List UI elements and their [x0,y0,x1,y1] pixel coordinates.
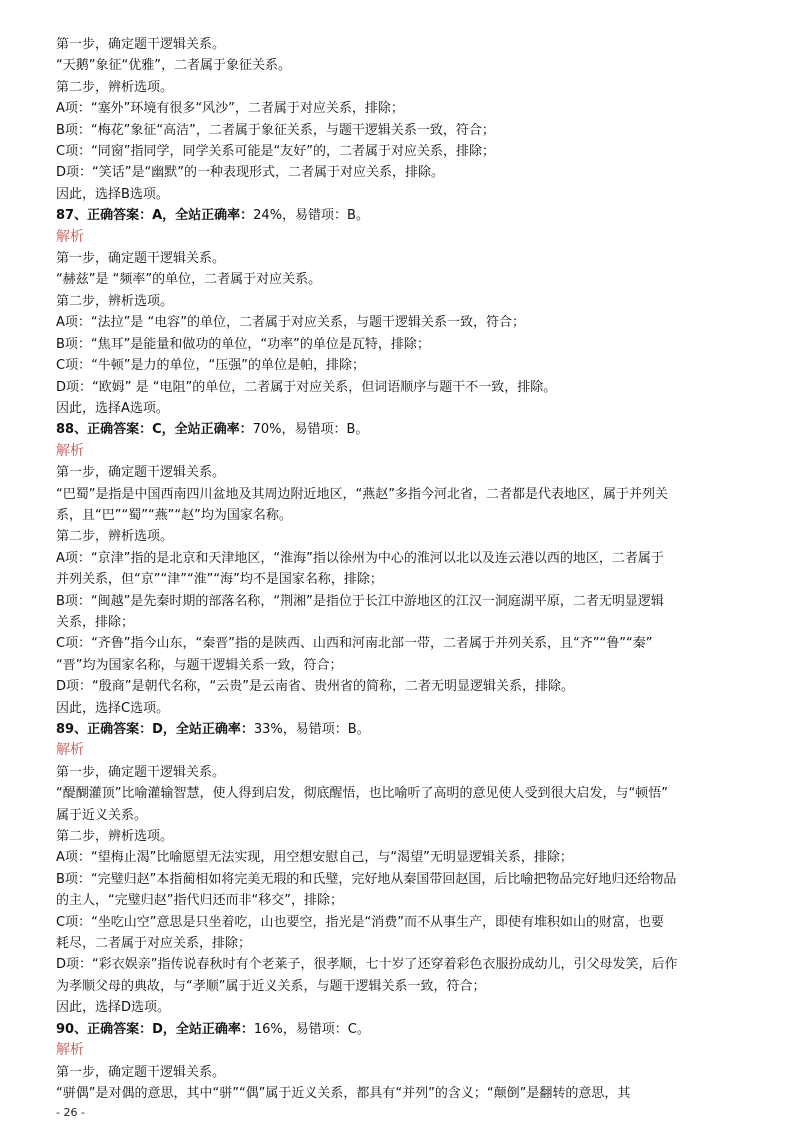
text-line: “天鹅”象征“优雅”，二者属于象征关系。 [56,58,291,74]
text-line: “骈偶”是对偶的意思，其中“骈”“偶”属于近义关系，都具有“并列”的含义；“颠倒”是翻转的意思，其 [56,1085,631,1101]
text-line: 第一步，确定题干逻辑关系。 [56,37,226,52]
q88-analysis-label: 解析 [56,442,84,459]
text-line: C项：“同窗”指同学，同学关系可能是“友好”的，二者属于对应关系，排除； [56,144,496,160]
text-line: 因此，选择A选项。 [56,400,169,416]
text-line: 第二步，辨析选项。 [56,79,174,95]
text-line: 因此，选择C选项。 [56,700,170,716]
page-number: - 26 - [56,1106,85,1119]
text-line: 第二步，辨析选项。 [56,829,174,845]
text-line: “巴蜀”是指是中国西南四川盆地及其周边附近地区，“燕赵”多指今河北省，二者都是代表地区，属于并列关 [56,486,668,502]
text-line: “醍醐灌顶”比喻灌输智慧，使人得到启发，彻底醒悟，也比喻听了高明的意见使人受到很大启发，与“顿悟” [56,786,668,802]
text-line: A项：“塞外”环境有很多“风沙”，二者属于对应关系，排除； [56,101,404,117]
q88-answer-line: 88、正确答案：C，全站正确率：70%，易错项：B。 [56,422,369,438]
text-line: “晋”均为国家名称，与题干逻辑关系一致，符合； [56,657,343,673]
q89-block [56,719,748,1019]
text-line: D项：“欧姆” 是 “电阻”的单位，二者属于对应关系，但词语顺序与题干不一致，排除。 [56,379,557,395]
q86-explanation-tail [56,34,748,205]
text-line: “赫兹”是 “频率”的单位，二者属于对应关系。 [56,272,322,288]
text-line: B项：“完璧归赵”本指蔺相如将完美无瑕的和氏璧，完好地从秦国带回赵国，后比喻把物品完好地归还给物品 [56,871,677,887]
text-line: 第二步，辨析选项。 [56,529,174,545]
text-line: 因此，选择D选项。 [56,1000,171,1016]
text-line: C项：“坐吃山空”意思是只坐着吃，山也要空，指光是“消费”而不从事生产，即使有堆积如山的财富，也要 [56,914,665,930]
q90-analysis-body [56,1062,748,1105]
text-line: 因此，选择B选项。 [56,186,169,202]
text-line: 关系，排除； [56,614,135,630]
text-line: 第一步，确定题干逻辑关系。 [56,1064,226,1080]
q90-block [56,1019,748,1105]
text-line: 第一步，确定题干逻辑关系。 [56,251,226,267]
text-line: 为孝顺父母的典故，与“孝顺”属于近义关系，与题干逻辑关系一致，符合； [56,978,486,994]
q90-answer-line: 90、正确答案：D，全站正确率：16%，易错项：C。 [56,1021,370,1037]
q87-analysis-body [56,248,748,419]
text-line: 并列关系，但“京”“津”“淮”“海”均不是国家名称，排除； [56,572,383,588]
text-line: B项：“梅花”象征“高洁”，二者属于象征关系，与题干逻辑关系一致，符合； [56,122,495,138]
text-line: C项：“牛顿”是力的单位，“压强”的单位是帕，排除； [56,358,366,374]
text-line: 的主人，“完璧归赵”指代归还而非“移交”，排除； [56,893,343,909]
text-line: 第一步，确定题干逻辑关系。 [56,764,226,780]
text-line: A项：“法拉”是 “电容”的单位，二者属于对应关系，与题干逻辑关系一致，符合； [56,315,525,331]
text-line: D项：“笑话”是“幽默”的一种表现形式，二者属于对应关系，排除。 [56,165,444,181]
text-line: D项：“殷商”是朝代名称，“云贵”是云南省、贵州省的简称，二者无明显逻辑关系，排除。 [56,679,574,695]
text-line: A项：“京津”指的是北京和天津地区，“淮海”指以徐州为中心的淮河以北以及连云港以西的地区，二者属于 [56,550,664,566]
q87-answer-line: 87、正确答案：A，全站正确率：24%，易错项：B。 [56,208,369,224]
q87-analysis-label: 解析 [56,228,84,245]
q88-analysis-body [56,462,748,719]
text-line: D项：“彩衣娱亲”指传说春秋时有个老莱子，很孝顺，七十岁了还穿着彩色衣服扮成幼儿，引父母发笑，后作 [56,957,678,973]
text-line: 系，且“巴”“蜀”“燕”“赵”均为国家名称。 [56,507,292,523]
q88-block [56,419,748,719]
text-line: B项：“闽越”是先秦时期的部落名称，“荆湘”是指位于长江中游地区的江汉一洞庭湖平原，二者无明显逻辑 [56,593,664,609]
q89-analysis-label: 解析 [56,742,84,759]
text-line: C项：“齐鲁”指今山东，“秦晋”指的是陕西、山西和河南北部一带，二者属于并列关系，且“齐”“鲁”“秦” [56,636,653,652]
q87-block [56,205,748,419]
text-line: 耗尽，二者属于对应关系，排除； [56,936,252,952]
q89-answer-line: 89、正确答案：D，全站正确率：33%，易错项：B。 [56,722,370,737]
text-line: B项：“焦耳”是能量和做功的单位，“功率”的单位是瓦特，排除； [56,336,430,352]
q90-analysis-label: 解析 [56,1042,84,1059]
text-line: A项：“望梅止渴”比喻愿望无法实现，用空想安慰自己，与“渴望”无明显逻辑关系，排除； [56,850,573,866]
text-line: 第二步，辨析选项。 [56,293,174,309]
q89-analysis-body [56,762,748,1019]
text-line: 属于近义关系。 [56,807,148,823]
text-line: 第一步，确定题干逻辑关系。 [56,465,226,481]
